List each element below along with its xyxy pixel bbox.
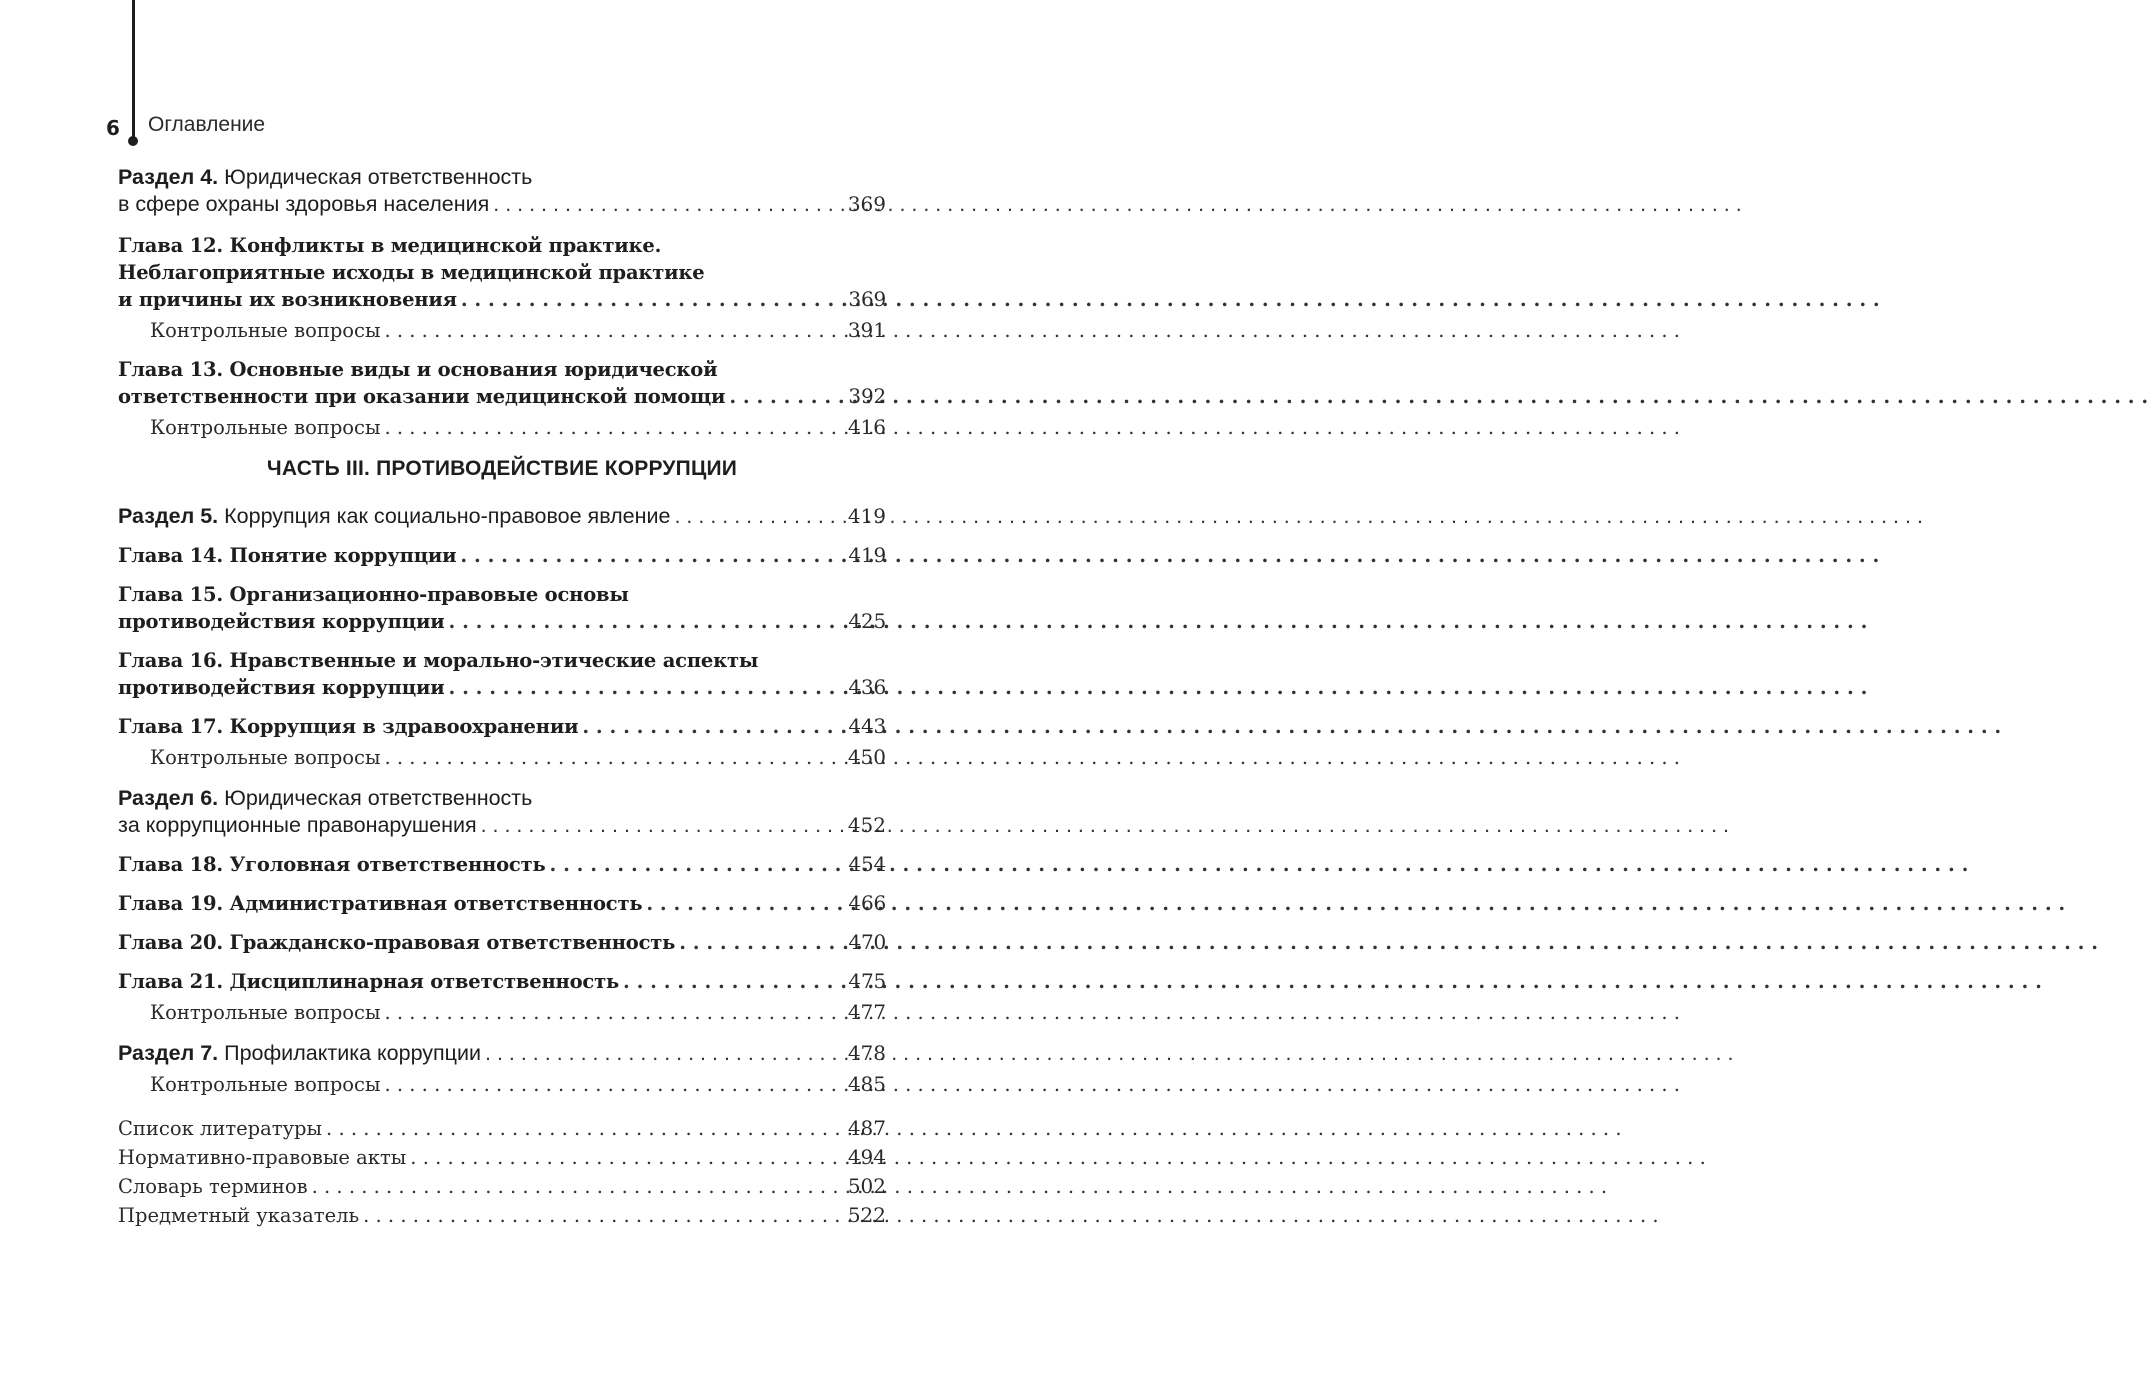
leader-dots bbox=[456, 542, 842, 569]
back-matter-title: Список литературы bbox=[118, 1117, 323, 1140]
page-number: 6 bbox=[106, 116, 120, 140]
toc-chapter-13[interactable] bbox=[118, 356, 886, 410]
toc-questions-21[interactable] bbox=[118, 999, 886, 1026]
toc-questions-17[interactable] bbox=[118, 744, 886, 771]
back-matter-title: Словарь терминов bbox=[118, 1175, 308, 1198]
chapter-title-cont: и причины их возникновения bbox=[118, 288, 457, 311]
back-matter-title: Нормативно-правовые акты bbox=[118, 1146, 407, 1169]
section-label: Раздел 7. bbox=[118, 1041, 219, 1065]
questions-label: Контрольные вопросы bbox=[150, 319, 381, 342]
toc-subject-index[interactable] bbox=[118, 1201, 886, 1230]
toc-section-7[interactable] bbox=[118, 1040, 886, 1067]
page-ref: 450 bbox=[847, 745, 886, 769]
chapter-title: Глава 12. Конфликты в медицинской практике. bbox=[118, 234, 662, 257]
running-title: Оглавление bbox=[148, 113, 266, 136]
toc-questions-13[interactable] bbox=[118, 414, 886, 441]
questions-label: Контрольные вопросы bbox=[150, 746, 381, 769]
leader-dots bbox=[457, 286, 842, 313]
section-label: Раздел 4. bbox=[118, 165, 219, 189]
page-ref: 369 bbox=[848, 287, 886, 311]
chapter-title-cont: Неблагоприятные исходы в медицинской практике bbox=[118, 261, 705, 284]
leader-dots bbox=[380, 317, 842, 344]
questions-label: Контрольные вопросы bbox=[150, 416, 381, 439]
chapter-title-cont: ответственности при оказании медицинской помощи bbox=[118, 385, 726, 408]
page-ref: 369 bbox=[847, 192, 886, 216]
page-ref: 425 bbox=[848, 609, 886, 633]
chapter-title: Глава 19. Административная ответственность bbox=[118, 892, 643, 915]
page-ref: 466 bbox=[848, 891, 886, 915]
page-ref: 391 bbox=[847, 318, 886, 342]
toc-section-4[interactable] bbox=[118, 164, 886, 218]
margin-rule-dot bbox=[128, 136, 138, 146]
chapter-title: Глава 14. Понятие коррупции bbox=[118, 544, 457, 567]
section-title: Юридическая ответственность bbox=[224, 786, 533, 810]
section-label: Раздел 5. bbox=[118, 504, 219, 528]
page-ref: 392 bbox=[848, 384, 886, 408]
page-ref: 419 bbox=[847, 504, 886, 528]
leader-dots bbox=[481, 1040, 842, 1067]
section-title-cont: в сфере охраны здоровья населения bbox=[118, 192, 490, 216]
toc-chapter-14[interactable] bbox=[118, 542, 886, 569]
leader-dots bbox=[380, 999, 842, 1026]
chapter-title: Глава 13. Основные виды и основания юридической bbox=[118, 358, 718, 381]
part-title[interactable]: ЧАСТЬ III. ПРОТИВОДЕЙСТВИЕ КОРРУПЦИИ bbox=[266, 457, 738, 480]
page-ref: 477 bbox=[847, 1000, 886, 1024]
back-matter-title: Предметный указатель bbox=[118, 1204, 360, 1227]
leader-dots bbox=[445, 608, 843, 635]
toc-chapter-20[interactable] bbox=[118, 929, 886, 956]
chapter-title: Глава 15. Организационно-правовые основы bbox=[118, 583, 629, 606]
toc-glossary[interactable] bbox=[118, 1172, 886, 1201]
questions-label: Контрольные вопросы bbox=[150, 1073, 381, 1096]
toc-chapter-21[interactable] bbox=[118, 968, 886, 995]
leader-dots bbox=[380, 414, 842, 441]
chapter-title: Глава 21. Дисциплинарная ответственность bbox=[118, 970, 619, 993]
page-ref: 502 bbox=[847, 1174, 886, 1198]
section-title-cont: за коррупционные правонарушения bbox=[118, 813, 477, 837]
page-ref: 416 bbox=[847, 415, 886, 439]
section-title: Коррупция как социально-правовое явление bbox=[224, 504, 671, 528]
page-ref: 475 bbox=[848, 969, 886, 993]
leader-dots bbox=[489, 191, 842, 218]
section-label: Раздел 6. bbox=[118, 786, 219, 810]
leader-dots bbox=[578, 713, 842, 740]
page-ref: 494 bbox=[847, 1145, 886, 1169]
table-of-contents bbox=[118, 160, 886, 1230]
toc-section-6[interactable] bbox=[118, 785, 886, 839]
margin-rule bbox=[132, 0, 135, 140]
chapter-title: Глава 16. Нравственные и морально-этические аспекты bbox=[118, 649, 759, 672]
toc-section-5[interactable] bbox=[118, 503, 886, 530]
leader-dots bbox=[477, 812, 842, 839]
chapter-title: Глава 18. Уголовная ответственность bbox=[118, 853, 546, 876]
back-matter bbox=[118, 1114, 886, 1230]
page-ref: 485 bbox=[847, 1072, 886, 1096]
chapter-title: Глава 17. Коррупция в здравоохранении bbox=[118, 715, 579, 738]
toc-chapter-16[interactable] bbox=[118, 647, 886, 701]
leader-dots bbox=[445, 674, 843, 701]
leader-dots bbox=[380, 744, 842, 771]
page-ref: 454 bbox=[848, 852, 886, 876]
page-ref: 436 bbox=[848, 675, 886, 699]
section-title: Юридическая ответственность bbox=[224, 165, 533, 189]
toc-chapter-17[interactable] bbox=[118, 713, 886, 740]
toc-legal-acts[interactable] bbox=[118, 1143, 886, 1172]
page-ref: 443 bbox=[848, 714, 886, 738]
leader-dots bbox=[359, 1201, 842, 1230]
page-ref: 470 bbox=[848, 930, 886, 954]
page-ref: 487 bbox=[847, 1116, 886, 1140]
toc-bibliography[interactable] bbox=[118, 1114, 886, 1143]
page-ref: 478 bbox=[847, 1041, 886, 1065]
page-ref: 419 bbox=[848, 543, 886, 567]
section-title: Профилактика коррупции bbox=[224, 1041, 482, 1065]
leader-dots bbox=[406, 1143, 842, 1172]
leader-dots bbox=[619, 968, 842, 995]
toc-chapter-19[interactable] bbox=[118, 890, 886, 917]
page-ref: 522 bbox=[847, 1203, 886, 1227]
leader-dots bbox=[546, 851, 842, 878]
chapter-title-cont: противодействия коррупции bbox=[118, 610, 445, 633]
page-ref: 452 bbox=[847, 813, 886, 837]
toc-questions-7[interactable] bbox=[118, 1071, 886, 1098]
toc-questions-12[interactable] bbox=[118, 317, 886, 344]
leader-dots bbox=[380, 1071, 842, 1098]
questions-label: Контрольные вопросы bbox=[150, 1001, 381, 1024]
toc-chapter-18[interactable] bbox=[118, 851, 886, 878]
chapter-title: Глава 20. Гражданско-правовая ответственность bbox=[118, 931, 676, 954]
leader-dots bbox=[322, 1114, 842, 1143]
leader-dots bbox=[642, 890, 842, 917]
leader-dots bbox=[308, 1172, 842, 1201]
leader-dots bbox=[675, 929, 842, 956]
toc-chapter-15[interactable] bbox=[118, 581, 886, 635]
chapter-title-cont: противодействия коррупции bbox=[118, 676, 445, 699]
leader-dots bbox=[670, 503, 842, 530]
toc-chapter-12[interactable] bbox=[118, 232, 886, 313]
leader-dots bbox=[725, 383, 842, 410]
